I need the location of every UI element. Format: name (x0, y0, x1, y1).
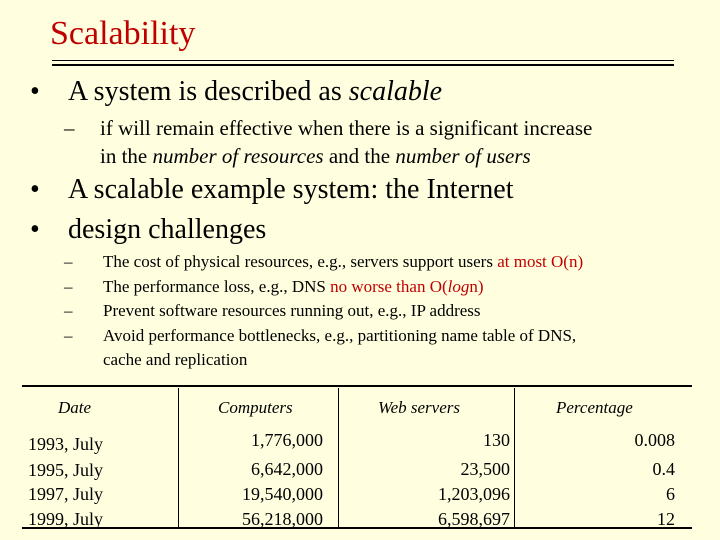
challenge-marker: – (64, 325, 73, 345)
cell-web-servers: 23,500 (460, 459, 510, 479)
title-divider-thin (52, 60, 674, 61)
table-column-divider (178, 388, 179, 528)
bullet-text: A scalable example system: the Internet (68, 174, 514, 205)
cell-web-servers: 130 (483, 430, 510, 450)
bullet-text-plain: A system is described as (68, 76, 349, 107)
line2-b: number of resources (152, 144, 324, 168)
cell-percentage: 0.4 (652, 459, 675, 479)
cell-computers: 19,540,000 (242, 484, 323, 504)
challenge-text-continuation: cache and replication (103, 350, 248, 369)
cell-computers: 1,776,000 (251, 430, 323, 450)
challenge-text-plain: The cost of physical resources, e.g., servers support users (103, 252, 498, 271)
challenge-text-log: log (447, 276, 470, 296)
sub-bullet-line-1: if will remain effective when there is a significant increase (100, 116, 593, 140)
line2-a: in the (100, 144, 153, 168)
cell-date: 1999, July (28, 509, 104, 529)
cell-date: 1995, July (28, 460, 104, 480)
cell-web-servers: 6,598,697 (438, 509, 510, 529)
challenge-marker: – (64, 252, 73, 271)
cell-percentage: 6 (666, 484, 675, 504)
bullet-text: design challenges (68, 214, 267, 245)
challenge-text: Prevent software resources running out, e.g., IP address (103, 301, 481, 320)
title-divider-thick (52, 64, 674, 66)
bullet-text (68, 76, 442, 108)
cell-computers: 56,218,000 (242, 509, 323, 529)
table-header-web-servers: Web servers (378, 398, 460, 417)
table-header-percentage: Percentage (556, 398, 633, 417)
challenge-marker: – (64, 276, 73, 296)
challenge-text-emphasis: at most O(n) (497, 252, 584, 271)
challenge-text (103, 250, 583, 275)
table-column-divider (514, 388, 515, 528)
cell-percentage: 0.008 (634, 430, 675, 450)
bullet-marker: • (30, 76, 40, 107)
challenge-marker: – (64, 301, 73, 320)
bullet-marker: • (30, 174, 40, 205)
cell-web-servers: 1,203,096 (438, 484, 510, 504)
challenge-text-emphasis: no worse than O( (330, 276, 448, 296)
bullet-marker: • (30, 214, 40, 245)
cell-date: 1993, July (28, 434, 104, 454)
line2-d: number of users (395, 144, 531, 168)
challenge-text (103, 275, 484, 300)
cell-percentage: 12 (657, 509, 675, 529)
table-column-divider (338, 388, 339, 528)
cell-date: 1997, July (28, 484, 104, 504)
table-top-border (22, 385, 692, 387)
challenge-text-n: n) (469, 276, 484, 296)
bullet-text-italic: scalable (348, 76, 443, 107)
challenge-text: Avoid performance bottlenecks, e.g., partitioning name table of DNS, (103, 325, 577, 345)
slide-title: Scalability (50, 15, 196, 52)
line2-c: and the (323, 144, 396, 168)
table-header-date: Date (58, 398, 92, 417)
sub-bullet-marker: – (64, 116, 75, 140)
cell-computers: 6,642,000 (251, 459, 323, 479)
table-header-computers: Computers (218, 398, 293, 417)
table-bottom-border (22, 527, 692, 529)
challenge-text-plain: The performance loss, e.g., DNS (103, 276, 331, 296)
sub-bullet-line-2 (100, 142, 531, 170)
